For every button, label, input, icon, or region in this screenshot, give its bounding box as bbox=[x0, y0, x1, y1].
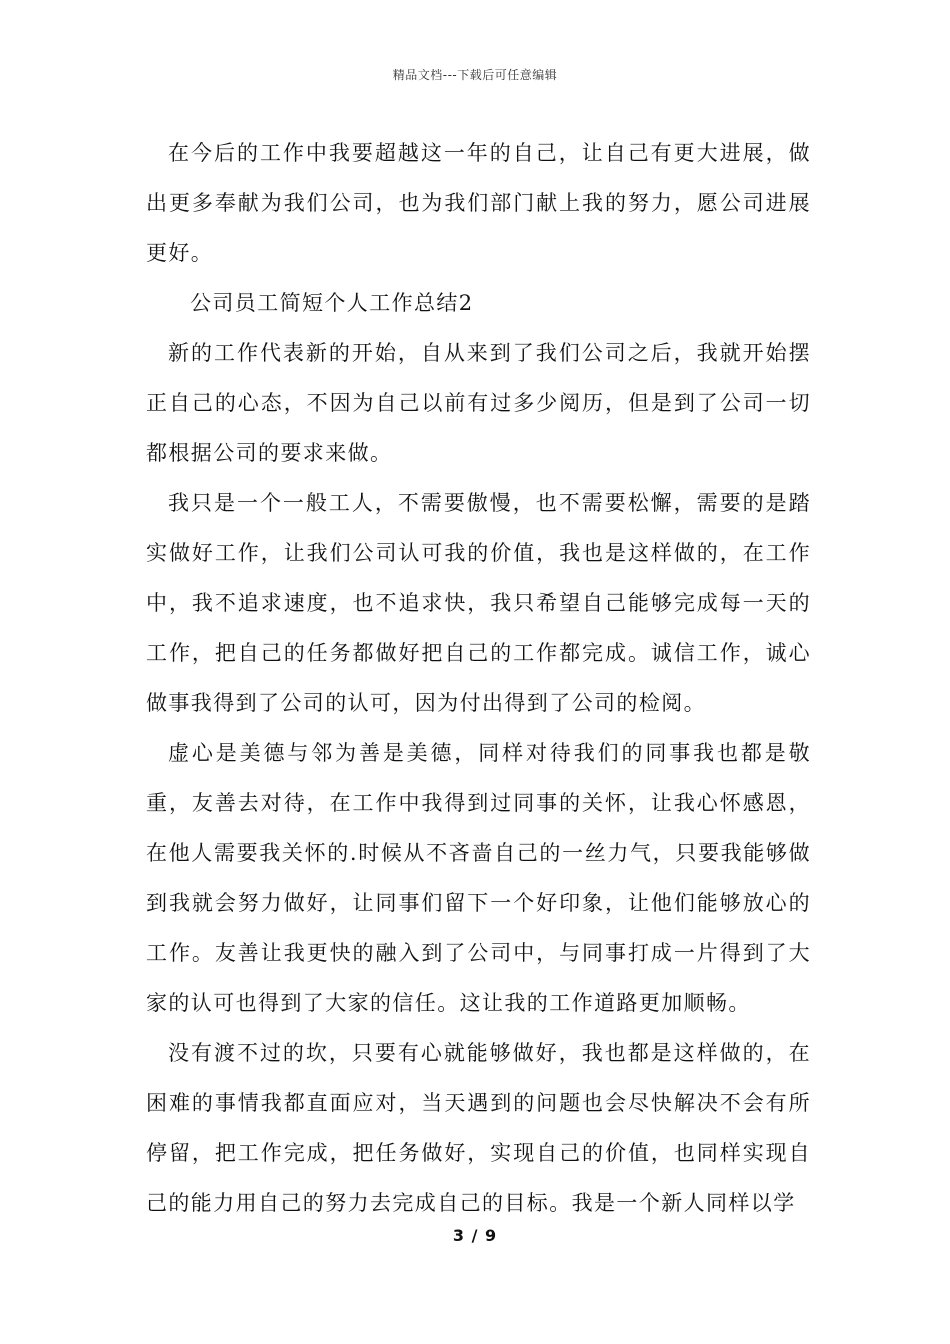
paragraph-closing: 在今后的工作中我要超越这一年的自己，让自己有更大进展，做出更多奉献为我们公司，也为我们部门献上我的努力，愿公司进展更好。 bbox=[146, 141, 811, 265]
paragraph-humility: 虚心是美德与邻为善是美德，同样对待我们的同事我也都是敬重，友善去对待，在工作中我得到过同事的关怀，让我心怀感恩，在他人需要我关怀的.时候从不吝啬自己的一丝力气，只要我能够做到我就会努力做好，让同事们留下一个好印象，让他们能够放心的工作。友善让我更快的融入到了公司中，与同事打成一片得到了大家的认可也得到了大家的信任。这让我的工作道路更加顺畅。 bbox=[146, 741, 811, 1015]
paragraph-no-obstacle: 没有渡不过的坎，只要有心就能够做好，我也都是这样做的，在困难的事情我都直面应对，当天遇到的问题也会尽快解决不会有所停留，把工作完成，把任务做好，实现自己的价值，也同样实现自己的能力用自己的努力去完成自己的目标。我是一个新人同样以学 bbox=[146, 1041, 811, 1215]
page-number: 3 / 9 bbox=[452, 1226, 498, 1245]
page-header: 精品文档---下载后可任意编辑 bbox=[392, 68, 558, 82]
section-title: 公司员工简短个人工作总结2 bbox=[190, 291, 474, 315]
paragraph-ordinary-worker: 我只是一个一般工人，不需要傲慢，也不需要松懈，需要的是踏实做好工作，让我们公司认可我的价值，我也是这样做的，在工作中，我不追求速度，也不追求快，我只希望自己能够完成每一天的工作，把自己的任务都做好把自己的工作都完成。诚信工作，诚心做事我得到了公司的认可，因为付出得到了公司的检阅。 bbox=[146, 491, 811, 715]
document-body bbox=[146, 128, 811, 1228]
paragraph-new-start: 新的工作代表新的开始，自从来到了我们公司之后，我就开始摆正自己的心态，不因为自己以前有过多少阅历，但是到了公司一切都根据公司的要求来做。 bbox=[146, 341, 811, 465]
